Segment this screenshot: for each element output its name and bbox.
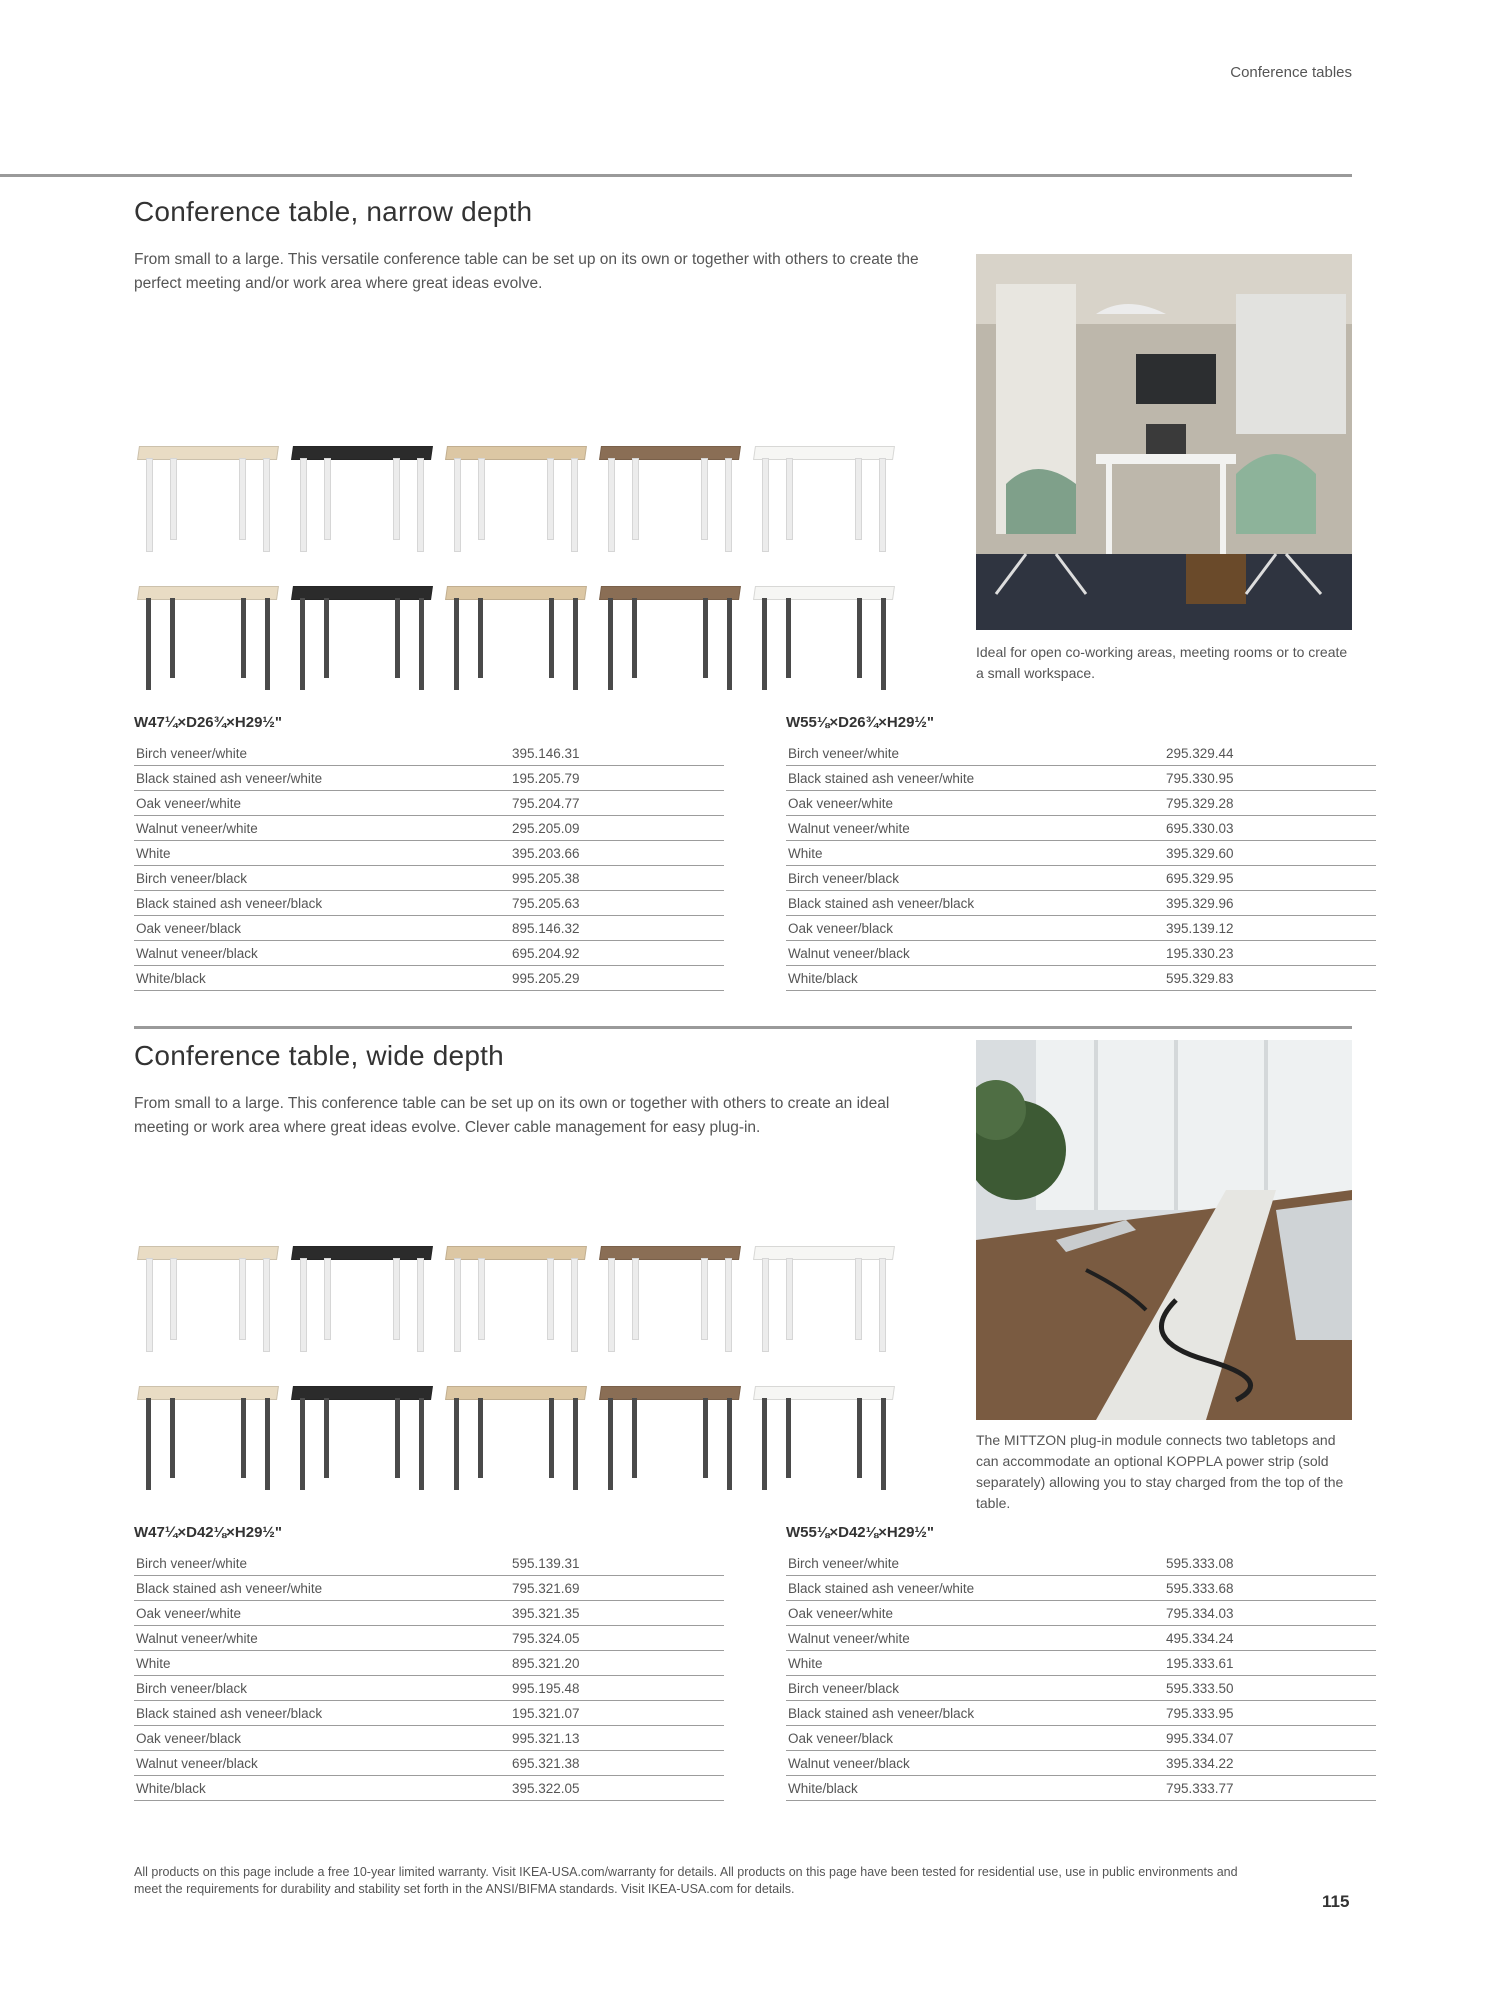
table-black-white <box>288 1236 436 1356</box>
section-title: Conference table, narrow depth <box>134 196 533 227</box>
spec-table-55 <box>786 714 1376 991</box>
spec-heading: W55⅛×D26¾×H29½" <box>786 714 935 731</box>
meeting-room-photo <box>976 254 1352 630</box>
spec-row: Oak veneer/white 795.204.77 <box>134 791 724 816</box>
spec-row: White/black 595.329.83 <box>786 966 1376 991</box>
spec-row: Oak veneer/white 795.334.03 <box>786 1601 1376 1626</box>
spec-row: Oak veneer/black 895.146.32 <box>134 916 724 941</box>
spec-row: Black stained ash veneer/white 795.321.69 <box>134 1576 724 1601</box>
section-wide-depth <box>134 1040 1352 1796</box>
photo-caption: The MITTZON plug-in module connects two tabletops and can accommodate an optional KOPPLA power strip (sold separately) allowing you to stay charged from the top of the table. <box>976 1432 1344 1511</box>
table-walnut-white <box>596 436 744 556</box>
table-finish-swatches <box>134 1236 904 1516</box>
spec-row: Birch veneer/black 995.195.48 <box>134 1676 724 1701</box>
spec-row: Walnut veneer/white 695.330.03 <box>786 816 1376 841</box>
table-oak-white <box>442 1236 590 1356</box>
white-frame-row <box>134 1236 904 1356</box>
spec-row: White/black 795.333.77 <box>786 1776 1376 1801</box>
table-walnut-black <box>596 1376 744 1496</box>
table-black-white <box>288 436 436 556</box>
table-white-black <box>750 576 898 696</box>
table-birch-black <box>134 1376 282 1496</box>
spec-row: White/black 395.322.05 <box>134 1776 724 1801</box>
spec-row: Birch veneer/black 695.329.95 <box>786 866 1376 891</box>
spec-heading: W47¼×D26¾×H29½" <box>134 714 283 731</box>
spec-heading: W47¼×D42⅛×H29½" <box>134 1524 283 1541</box>
spec-row: Birch veneer/white 395.146.31 <box>134 741 724 766</box>
table-white-white <box>750 1236 898 1356</box>
spec-row: Walnut veneer/black 395.334.22 <box>786 1751 1376 1776</box>
spec-row: White 395.329.60 <box>786 841 1376 866</box>
spec-row: Oak veneer/white 795.329.28 <box>786 791 1376 816</box>
table-birch-white <box>134 1236 282 1356</box>
section-narrow-depth <box>134 196 1352 986</box>
spec-row: Black stained ash veneer/white 795.330.95 <box>786 766 1376 791</box>
table-walnut-white <box>596 1236 744 1356</box>
table-white-white <box>750 436 898 556</box>
table-oak-white <box>442 436 590 556</box>
spec-row: Walnut veneer/black 695.204.92 <box>134 941 724 966</box>
spec-row: Oak veneer/black 995.321.13 <box>134 1726 724 1751</box>
spec-row: Oak veneer/black 995.334.07 <box>786 1726 1376 1751</box>
spec-row: White/black 995.205.29 <box>134 966 724 991</box>
spec-row: Black stained ash veneer/white 195.205.79 <box>134 766 724 791</box>
spec-row: Walnut veneer/white 795.324.05 <box>134 1626 724 1651</box>
spec-row: Oak veneer/white 395.321.35 <box>134 1601 724 1626</box>
section-description: From small to a large. This versatile conference table can be set up on its own or together with others to create the perfect meeting and/or work area where great ideas evolve. <box>134 251 919 292</box>
table-birch-black <box>134 576 282 696</box>
spec-row: Walnut veneer/white 295.205.09 <box>134 816 724 841</box>
spec-table-55-wide <box>786 1524 1376 1801</box>
spec-row: Walnut veneer/white 495.334.24 <box>786 1626 1376 1651</box>
spec-row: Birch veneer/black 595.333.50 <box>786 1676 1376 1701</box>
spec-row: Walnut veneer/black 695.321.38 <box>134 1751 724 1776</box>
section-divider <box>134 1026 1352 1029</box>
spec-row: Birch veneer/white 595.139.31 <box>134 1551 724 1576</box>
footnote: All products on this page include a free 10-year limited warranty. Visit IKEA-USA.com/warranty for details. All products on this page have been tested for residential use, use in public environments and meet the requirements for durability and stability set forth in the ANSI/BIFMA standards. Visit IKEA-USA.com for details. <box>134 1865 1238 1896</box>
table-white-black <box>750 1376 898 1496</box>
table-black-black <box>288 1376 436 1496</box>
spec-row: Birch veneer/white 295.329.44 <box>786 741 1376 766</box>
black-frame-row <box>134 576 904 696</box>
cable-management-photo <box>976 1040 1352 1420</box>
table-finish-swatches <box>134 436 904 716</box>
black-frame-row <box>134 1376 904 1496</box>
spec-row: White 895.321.20 <box>134 1651 724 1676</box>
spec-row: Birch veneer/black 995.205.38 <box>134 866 724 891</box>
spec-row: Birch veneer/white 595.333.08 <box>786 1551 1376 1576</box>
table-birch-white <box>134 436 282 556</box>
spec-row: White 395.203.66 <box>134 841 724 866</box>
spec-row: White 195.333.61 <box>786 1651 1376 1676</box>
spec-row: Walnut veneer/black 195.330.23 <box>786 941 1376 966</box>
table-oak-black <box>442 1376 590 1496</box>
running-title: Conference tables <box>1230 64 1352 81</box>
spec-table-47 <box>134 714 724 991</box>
spec-row: Black stained ash veneer/black 795.333.95 <box>786 1701 1376 1726</box>
spec-row: Black stained ash veneer/black 795.205.63 <box>134 891 724 916</box>
top-divider <box>0 174 1352 177</box>
table-walnut-black <box>596 576 744 696</box>
photo-caption: Ideal for open co-working areas, meeting rooms or to create a small workspace. <box>976 644 1348 681</box>
spec-table-47-wide <box>134 1524 724 1801</box>
section-title: Conference table, wide depth <box>134 1040 504 1071</box>
spec-heading: W55⅛×D42⅛×H29½" <box>786 1524 935 1541</box>
spec-row: Black stained ash veneer/black 195.321.07 <box>134 1701 724 1726</box>
table-oak-black <box>442 576 590 696</box>
section-description: From small to a large. This conference table can be set up on its own or together with others to create an ideal meeting or work area where great ideas evolve. Clever cable management for easy plug-in. <box>134 1095 890 1136</box>
spec-row: Oak veneer/black 395.139.12 <box>786 916 1376 941</box>
page-number: 115 <box>1322 1892 1350 1911</box>
white-frame-row <box>134 436 904 556</box>
table-black-black <box>288 576 436 696</box>
spec-row: Black stained ash veneer/black 395.329.96 <box>786 891 1376 916</box>
spec-row: Black stained ash veneer/white 595.333.68 <box>786 1576 1376 1601</box>
